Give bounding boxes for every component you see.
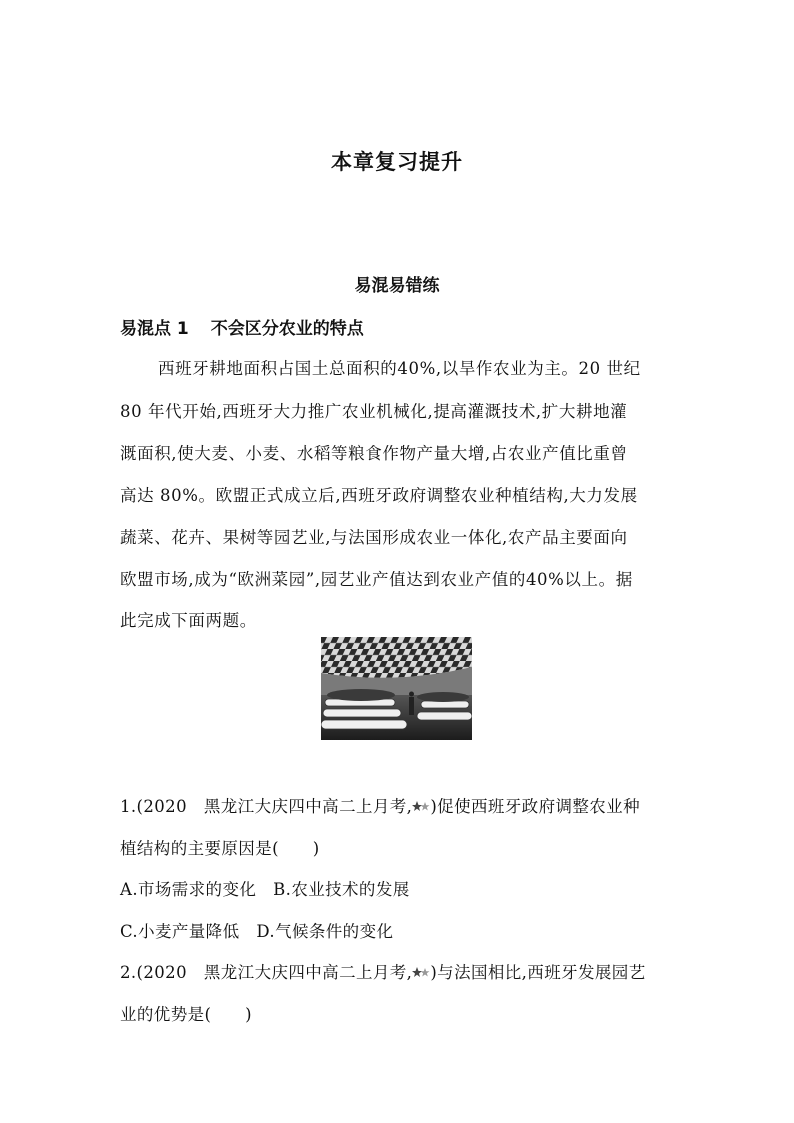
point-label: 易混点 1 bbox=[120, 319, 189, 339]
question-1-options-line-2: C.小麦产量降低 D.气候条件的变化 bbox=[120, 922, 394, 941]
question-1-stem-b: )促使西班牙政府调整农业种 bbox=[430, 797, 640, 816]
star-difficulty-icon bbox=[412, 798, 430, 817]
question-1-options-line-1: A.市场需求的变化 B.农业技术的发展 bbox=[120, 880, 410, 899]
section-title: 易混易错练 bbox=[354, 276, 440, 296]
passage-line-6: 欧盟市场,成为“欧洲菜园”,园艺业产值达到农业产值的40%以上。据 bbox=[120, 570, 633, 589]
passage-line-3: 溉面积,使大麦、小麦、水稻等粮食作物产量大增,占农业产值比重曾 bbox=[120, 444, 628, 463]
page-title: 本章复习提升 bbox=[331, 150, 463, 174]
passage-line-7: 此完成下面两题。 bbox=[120, 611, 257, 630]
passage-line-2: 80 年代开始,西班牙大力推广农业机械化,提高灌溉技术,扩大耕地灌 bbox=[120, 402, 628, 421]
question-2-stem-a: 2.(2020 黑龙江大庆四中高二上月考, bbox=[120, 963, 413, 982]
question-2-stem-line-1 bbox=[120, 959, 646, 983]
question-2-stem-line-2: 业的优势是( ) bbox=[120, 1005, 252, 1024]
passage-line-4: 高达 80%。欧盟正式成立后,西班牙政府调整农业种植结构,大力发展 bbox=[120, 486, 638, 505]
question-1-stem-line-1 bbox=[120, 793, 640, 817]
greenhouse-photo bbox=[321, 637, 472, 740]
passage-line-5: 蔬菜、花卉、果树等园艺业,与法国形成农业一体化,农产品主要面向 bbox=[120, 528, 628, 547]
passage-line-1: 西班牙耕地面积占国土总面积的40%,以旱作农业为主。20 世纪 bbox=[158, 359, 641, 378]
question-2-stem-b: )与法国相比,西班牙发展园艺 bbox=[430, 963, 646, 982]
question-1-stem-a: 1.(2020 黑龙江大庆四中高二上月考, bbox=[120, 797, 413, 816]
point-heading bbox=[120, 314, 364, 339]
star-difficulty-icon bbox=[412, 964, 430, 983]
point-title: 不会区分农业的特点 bbox=[210, 319, 364, 339]
question-1-stem-line-2: 植结构的主要原因是( ) bbox=[120, 839, 320, 858]
